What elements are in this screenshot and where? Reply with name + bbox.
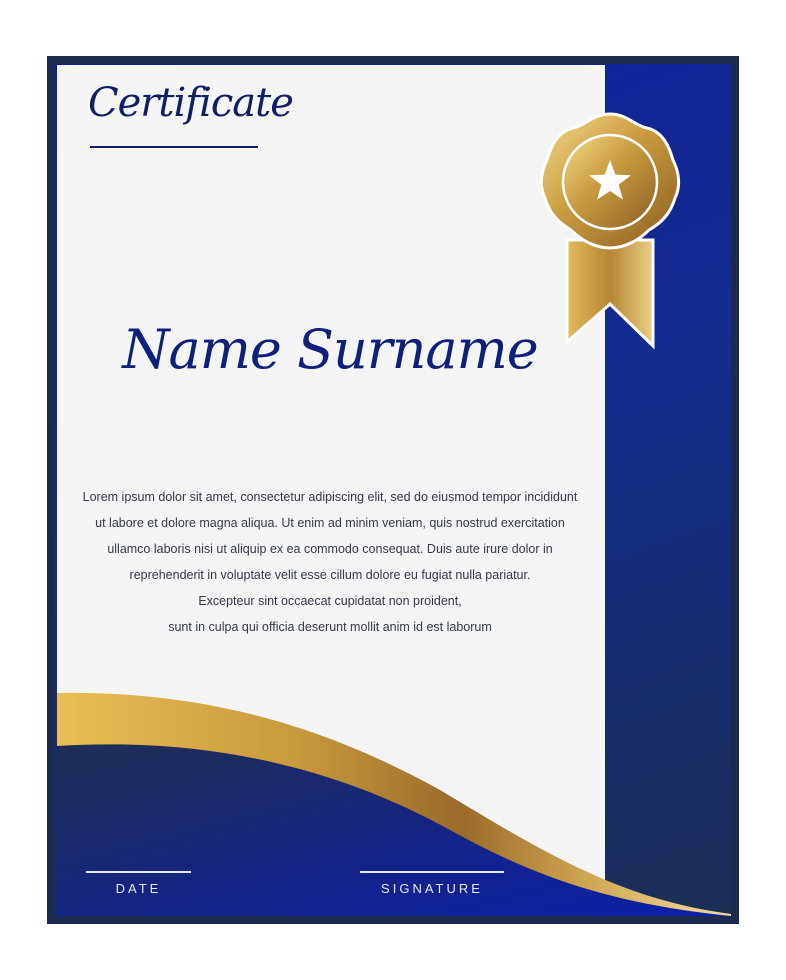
body-line: sunt in culpa qui officia deserunt mollit anim id est laborum xyxy=(168,620,492,634)
body-line: Lorem ipsum dolor sit amet, consectetur adipiscing elit, sed do eiusmod tempor incididunt xyxy=(82,490,578,504)
signature-line xyxy=(360,871,504,873)
signature-label: SIGNATURE xyxy=(381,881,483,896)
certificate-body-text xyxy=(56,484,604,640)
body-line: reprehenderit in voluptate velit esse cillum dolore eu fugiat nulla pariatur. xyxy=(129,568,531,582)
gold-rosette-star-icon xyxy=(535,110,685,350)
date-line xyxy=(86,871,191,873)
title-underline xyxy=(90,146,258,148)
recipient-name: Name Surname xyxy=(122,318,538,381)
date-label: DATE xyxy=(115,881,162,896)
certificate-title: Certificate xyxy=(88,80,293,126)
body-line: ut labore et dolore magna aliqua. Ut enim ad minim veniam, quis nostrud exercitation xyxy=(95,516,565,530)
body-line: ullamco laboris nisi ut aliquip ex ea commodo consequat. Duis aute irure dolor in xyxy=(107,542,553,556)
body-line: Excepteur sint occaecat cupidatat non proident, xyxy=(198,594,462,608)
